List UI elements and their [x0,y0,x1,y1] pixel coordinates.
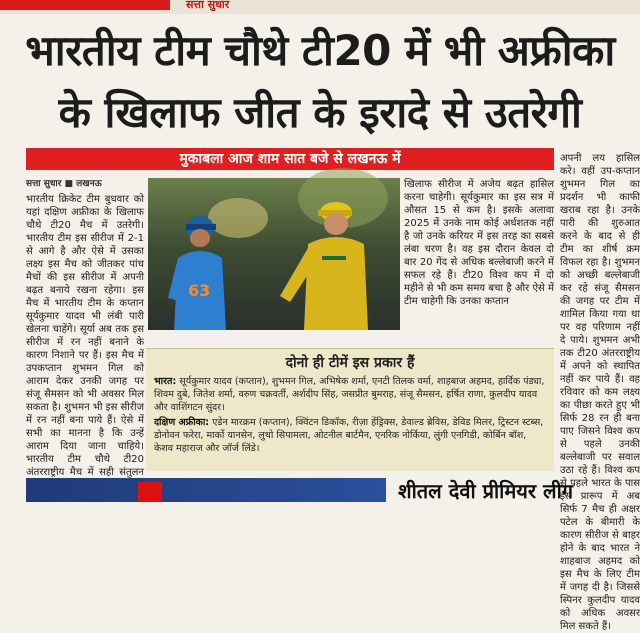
india-squad-text: सूर्यकुमार यादव (कप्तान), शुभमन गिल, अभिषेक शर्मा, एनटी तिलक वर्मा, शाहबाज अहमद, हार्दिक पंड्या, शिवम दुबे, जितेश शर्मा, वरुण चक्रवर्ती, अर्शदीप सिंह, जसप्रीत बुमराह, संजू सैमसन, हर्षित राणा, कुलदीप यादव और वाशिंगटन सुंदर। [154,376,545,413]
article-text-left: भारतीय क्रिकेट टीम बुधवार को यहां दक्षिण अफ्रीका के खिलाफ चौथे टी20 मैच में उतरेगी। भारतीय टीम इस सीरीज में 2-1 से आगे है और ऐसे में उसका लक्ष्य इस मैच को जीतकर पांच मैचों की इस सीरीज में अपनी बढ़त बनाये रखना रहेगा। इस मैच में भारतीय टीम के कप्तान सूर्यकुमार यादव भी लंबी पारी खेलना चाहेंगे। सूर्या अब तक इस सीरीज में रन नहीं बनाने के कारण निशाने पर हैं। इस मैच में उपकप्तान शुभमन गिल को आराम देकर उनकी जगह पर संजू सैमसन को भी अवसर मिल सकता है। शुभमन भी इस सीरीज में रन नहीं बना पाये हैं। ऐसे में सभी का मानना है कि उन्हें आराम दिया जाना चाहिये। भारतीय टीम चौथे टी20 अंतरराष्ट्रीय मैच में सही संतुलन [26,194,144,478]
article-text-right: अपनी लय हासिल करे। वहीं उप-कप्तान शुभमन गिल का प्रदर्शन भी काफी खराब रहा है। उनके पारी की शुरुआत करने के बाद से ही टीम का शीर्ष क्रम विफल रहा है। शुभमन को अच्छी बल्लेबाजी कर रहे संजू सैमसन की जगह पर टीम में शामिल किया गया था पर वह परिणाम नहीं दे पाये। शुभमन अभी तक टी20 अंतरराष्ट्रीय में अपने को स्थापित नहीं कर पाये हैं। वह रविवार को कम लक्ष्य का पीछा करते हुए भी सिर्फ 28 रन ही बना पाए जिसने विश्व कप से पहले उनकी बल्लेबाजी पर सवाल उठा रहे हैं। विश्व कप से पहले भारत के पास इस प्रारूप में अब सिर्फ 7 मैच ही अक्षर पटेल के बीमारी के कारण सीरीज से बाहर होने के बाद भारत ने शाहबाज अहमद को इस मैच के लिए टीम में जगह दी है। जिससे स्पिनर कुलदीप यादव को अधिक अवसर मिल सकते हैं। [560,153,640,632]
teams-box-title: दोनो ही टीमें इस प्रकार हैं [285,355,415,371]
bottom-photo-strip [26,478,386,502]
india-squad [154,375,548,414]
india-label: भारत: [154,376,177,387]
sa-squad [154,416,548,455]
match-photo [148,178,400,330]
top-clip-text: सत्ता सुधार [186,0,230,11]
article-column-left [26,178,144,478]
article-column-right [560,152,640,632]
headline-line-1: भारतीय टीम चौथे टी20 में भी अफ्रीका [25,26,615,75]
teams-info-box [146,348,554,471]
top-red-band [0,0,170,10]
headline-line-2: के खिलाफ जीत के इरादे से उतरेगी [58,88,582,137]
subhead-banner: मुकाबला आज शाम सात बजे से लखनऊ में [26,148,554,170]
sa-label: दक्षिण अफ्रीका: [154,417,210,428]
article-column-middle [404,178,554,348]
svg-text:63: 63 [188,281,211,300]
bottom-strip-red-block [138,482,162,502]
top-clipping-strip [0,0,640,14]
sa-player-figure [278,196,378,330]
article-text-middle: खिलाफ सीरीज में अजेय बढ़त हासिल करना चाहेगी। सूर्यकुमार का इस सत्र में औसत 15 से कम है। इसके अलावा 2025 में उनके नाम कोई अर्धशतक नहीं है जो उनके करियर में इस तरह का सबसे लंबा चरण है। वह इस दौरान केवल दो बार 20 गेंद से अधिक बल्लेबाजी करने में सफल रहे हैं। टी20 विश्व कप में दो महीने से भी कम समय बचा है और ऐसे में टीम चाहेगी कि उनका कप्तान [404,179,554,307]
next-article-headline: शीतल देवी प्रीमियर लीग [398,479,574,503]
sa-squad-text: एडेन मारक्रम (कप्तान), क्विंटन डिकॉक, रीज़ा हेंड्रिक्स, डेवाल्ड ब्रेविस, डेविड मिलर, ट्रिस्टन स्टब्स, डोनोवन फरेरा, मार्को यानसेन, लुथो सिपामला, ओटनील बार्टमैन, एनरिक नोर्किया, लुंगी एनगिडी, कोर्बिन बॉश, केशव महाराज और जॉर्ज लिंडे। [154,417,544,454]
byline: सत्ता सुधार ■ लखनऊ [26,179,102,189]
teams-box-body [154,375,548,457]
indian-player-figure [166,208,236,330]
